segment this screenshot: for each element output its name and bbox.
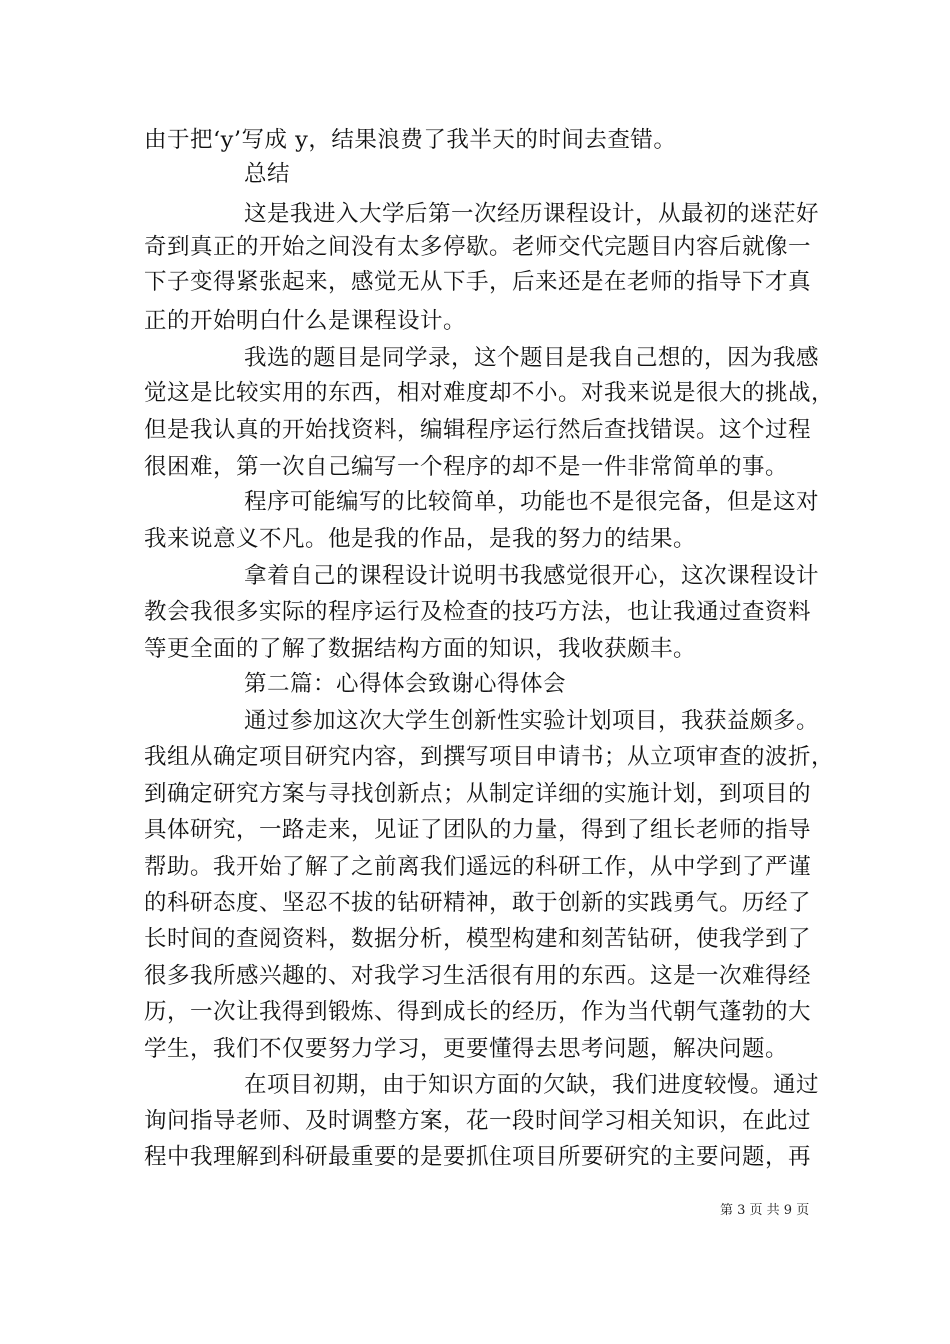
text-line: 询问指导老师、及时调整方案，花一段时间学习相关知识，在此过 xyxy=(144,1108,812,1134)
page-number-footer: 第 3 页 共 9 页 xyxy=(720,1203,810,1218)
text-line: 下子变得紧张起来，感觉无从下手，后来还是在老师的指导下才真 xyxy=(144,269,812,295)
section-heading: 第二篇：心得体会致谢心得体会 xyxy=(244,671,567,697)
text-line: 我来说意义不凡。他是我的作品，是我的努力的结果。 xyxy=(144,526,697,552)
text-line: 的科研态度、坚忍不拔的钻研精神，敢于创新的实践勇气。历经了 xyxy=(144,890,812,916)
text-line: 具体研究，一路走来，见证了团队的力量，得到了组长老师的指导 xyxy=(144,817,812,843)
text-line: 奇到真正的开始之间没有太多停歇。老师交代完题目内容后就像一 xyxy=(144,234,812,260)
text-line: 但是我认真的开始找资料，编辑程序运行然后查找错误。这个过程 xyxy=(144,417,812,443)
text-line: 学生，我们不仅要努力学习，更要懂得去思考问题，解决问题。 xyxy=(144,1036,789,1062)
text-line: 教会我很多实际的程序运行及检查的技巧方法，也让我通过查资料 xyxy=(144,599,812,625)
text-line: 长时间的查阅资料，数据分析，模型构建和刻苦钻研，使我学到了 xyxy=(144,926,812,952)
text-line: 我选的题目是同学录，这个题目是我自己想的，因为我感 xyxy=(244,345,820,371)
text-line: 在项目初期，由于知识方面的欠缺，我们进度较慢。通过 xyxy=(244,1072,820,1098)
text-line: 觉这是比较实用的东西，相对难度却不小。对我来说是很大的挑战， xyxy=(144,380,835,406)
text-line: 拿着自己的课程设计说明书我感觉很开心，这次课程设计 xyxy=(244,563,820,589)
text-line: 历，一次让我得到锻炼、得到成长的经历，作为当代朝气蓬勃的大 xyxy=(144,999,812,1025)
text-line: 这是我进入大学后第一次经历课程设计，从最初的迷茫好 xyxy=(244,201,820,227)
text-line: 我组从确定项目研究内容，到撰写项目申请书；从立项审查的波折， xyxy=(144,744,835,770)
text-line: 程序可能编写的比较简单，功能也不是很完备，但是这对 xyxy=(244,489,820,515)
text-line: 程中我理解到科研最重要的是要抓住项目所要研究的主要问题，再 xyxy=(144,1144,812,1170)
text-line: 很多我所感兴趣的、对我学习生活很有用的东西。这是一次难得经 xyxy=(144,963,812,989)
text-line: 等更全面的了解了数据结构方面的知识，我收获颇丰。 xyxy=(144,636,697,662)
text-line: 很困难，第一次自己编写一个程序的却不是一件非常简单的事。 xyxy=(144,454,789,480)
text-line: 正的开始明白什么是课程设计。 xyxy=(144,308,467,334)
text-line: 到确定研究方案与寻找创新点；从制定详细的实施计划，到项目的 xyxy=(144,781,812,807)
text-line: 由于把‘y’写成 y，结果浪费了我半天的时间去查错。 xyxy=(144,127,677,153)
text-line: 通过参加这次大学生创新性实验计划项目，我获益颇多。 xyxy=(244,708,820,734)
text-line: 帮助。我开始了解了之前离我们遥远的科研工作，从中学到了严谨 xyxy=(144,854,812,880)
section-heading: 总结 xyxy=(244,161,291,187)
